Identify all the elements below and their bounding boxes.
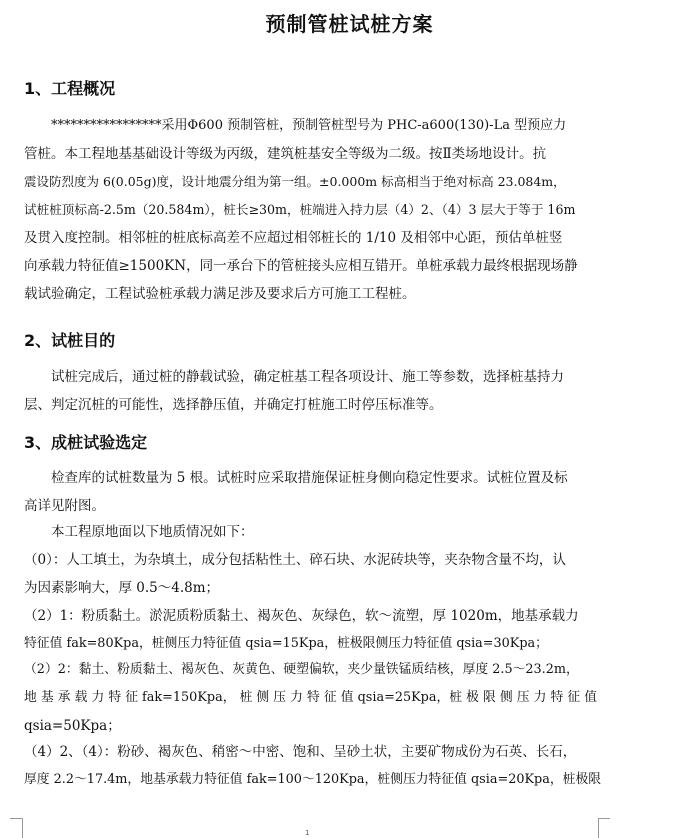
paragraph-line: 高详见附图。 — [24, 498, 105, 514]
section-heading-selection: 3、成桩试验选定 — [24, 433, 148, 452]
paragraph-line: 震设防烈度为 6(0.05g)度，设计地震分组为第一组。±0.000m 标高相当于绝对标高 23.084m， — [24, 174, 566, 189]
crop-mark — [598, 818, 610, 819]
paragraph-line: 特征值 fak=80Kpa，桩侧压力特征值 qsia=15Kpa，桩极限侧压力特征值 qsia=30Kpa； — [24, 636, 548, 651]
crop-mark — [10, 818, 22, 819]
paragraph-line: 层、判定沉桩的可能性，选择静压值，并确定打桩施工时停压标准等。 — [24, 397, 443, 413]
paragraph-line: （2）1：粉质黏土。淤泥质粉质黏土、褐灰色、灰绿色，软～流塑，厚 1020m，地基承载力 — [24, 608, 579, 624]
document-title: 预制管桩试桩方案 — [265, 12, 434, 36]
paragraph-line: 试桩完成后，通过桩的静载试验，确定桩基工程各项设计、施工等参数，选择桩基持力 — [51, 369, 564, 385]
paragraph-line: 为因素影响大，厚 0.5～4.8m； — [24, 580, 220, 596]
section-heading-purpose: 2、试桩目的 — [24, 331, 116, 350]
paragraph-line: （0）：人工填土，为杂填土，成分包括粘性土、碎石块、水泥砖块等，夹杂物含量不均，认 — [24, 552, 566, 568]
paragraph-line: 管桩。本工程地基基础设计等级为丙级，建筑桩基安全等级为二级。按Ⅱ类场地设计。抗 — [24, 146, 547, 162]
crop-mark — [598, 818, 599, 838]
paragraph-line: 及贯入度控制。相邻桩的桩底标高差不应超过相邻桩长的 1/10 及相邻中心距，预估单桩竖 — [24, 230, 563, 246]
page-number: 1 — [305, 829, 310, 837]
paragraph-line: 检查库的试桩数量为 5 根。试桩时应采取措施保证桩身侧向稳定性要求。试桩位置及标 — [51, 470, 568, 486]
paragraph-line: *****************采用Φ600 预制管桩，预制管桩型号为 PHC-a600(130)-La 型预应力 — [51, 118, 567, 133]
paragraph-line: （4）2、（4）：粉砂、褐灰色、稍密～中密、饱和、呈砂土状，主要矿物成份为石英、长石， — [24, 744, 577, 760]
paragraph-line: 载试验确定，工程试验桩承载力满足涉及要求后方可施工工程桩。 — [24, 286, 416, 302]
paragraph-line: 厚度 2.2～17.4m，地基承载力特征值 fak=100～120Kpa，桩侧压力特征值 qsia=20Kpa，桩极限 — [24, 772, 602, 787]
paragraph-line: 本工程原地面以下地质情况如下： — [51, 524, 254, 540]
crop-mark — [22, 818, 23, 838]
paragraph-line: （2）2：黏土、粉质黏土、褐灰色、灰黄色、硬塑偏软，夹少量铁锰质结核，厚度 2.5～23.2m， — [24, 662, 579, 677]
paragraph-line: 试桩桩顶标高-2.5m（20.584m），桩长≥30m，桩端进入持力层（4）2、（4）3 层大于等于 16m — [24, 202, 576, 217]
paragraph-line: 向承载力特征值≥1500KN，同一承台下的管桩接头应相互错开。单桩承载力最终根据现场静 — [24, 258, 578, 274]
paragraph-line: qsia=50Kpa； — [24, 718, 121, 734]
section-heading-overview: 1、工程概况 — [24, 79, 116, 98]
paragraph-line: 地 基 承 载 力 特 征 fak=150Kpa， 桩 侧 压 力 特 征 值 qsia=25Kpa，桩 极 限 侧 压 力 特 征 值 — [24, 690, 597, 705]
